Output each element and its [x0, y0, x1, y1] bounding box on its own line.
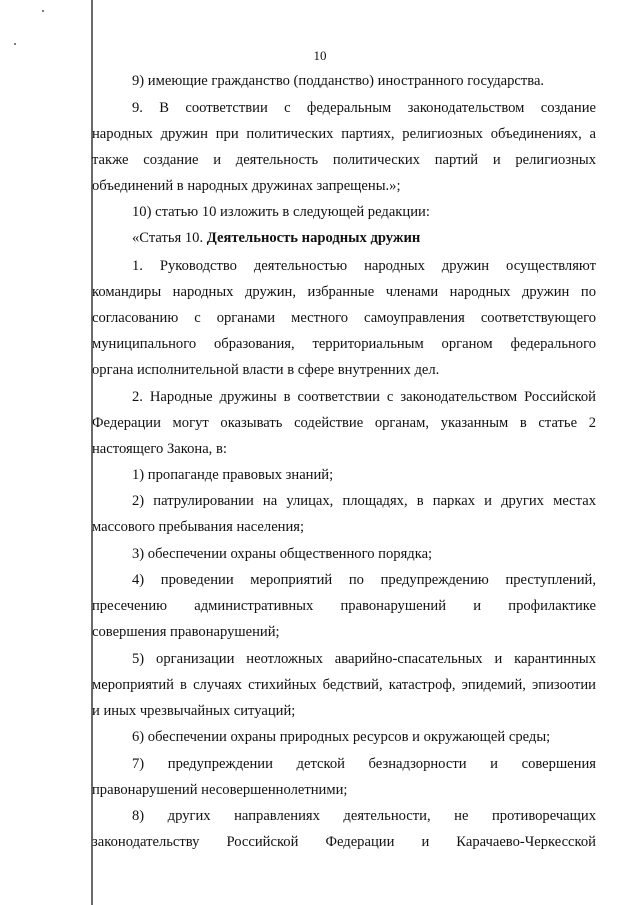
paragraph-line: 9. В соответствии с федеральным законодательством создание: [132, 100, 596, 116]
list-item: 5) организации неотложных аварийно-спасательных и карантинных: [132, 651, 596, 667]
paragraph-line: Федерации могут оказывать содействие органам, указанным в статье 2: [92, 415, 596, 431]
article-heading-title: Деятельность народных дружин: [206, 230, 421, 246]
list-item: 2) патрулировании на улицах, площадях, в парках и других местах: [132, 493, 596, 509]
list-item: 4) проведении мероприятий по предупреждению преступлений,: [132, 572, 596, 588]
paragraph-line: согласованию с органами местного самоуправления соответствующего: [92, 310, 596, 326]
paragraph-line: также создание и деятельность политических партий и религиозных: [92, 152, 596, 168]
page-number: 10: [313, 48, 327, 63]
paragraph-line: пресечению административных правонарушений и профилактике: [92, 598, 596, 614]
list-item: 8) других направлениях деятельности, не противоречащих: [132, 808, 596, 824]
paragraph-line: мероприятий в случаях стихийных бедствий, катастроф, эпидемий, эпизоотии: [92, 677, 596, 693]
paragraph-line: объединений в народных дружинах запрещены.»;: [92, 178, 401, 194]
paragraph-line: 10) статью 10 изложить в следующей редакции:: [132, 204, 430, 220]
list-item: 1) пропаганде правовых знаний;: [132, 467, 334, 483]
list-item: 3) обеспечении охраны общественного порядка;: [132, 546, 433, 562]
scan-speck: [14, 43, 16, 45]
paragraph-line: 9) имеющие гражданство (подданство) иностранного государства.: [132, 73, 545, 89]
paragraph-line: командиры народных дружин, избранные членами народных дружин по: [92, 284, 596, 300]
paragraph-line: законодательству Российской Федерации и Карачаево-Черкесской: [92, 834, 596, 850]
paragraph-line: совершения правонарушений;: [92, 624, 280, 640]
paragraph-line: народных дружин при политических партиях, религиозных объединениях, а: [92, 126, 596, 142]
list-item: 7) предупреждении детской безнадзорности и совершения: [132, 756, 596, 772]
paragraph-line: и иных чрезвычайных ситуаций;: [92, 703, 296, 719]
article-heading-prefix: «Статья 10.: [132, 230, 204, 246]
paragraph-line: правонарушений несовершеннолетними;: [92, 782, 348, 798]
article-heading: [132, 229, 596, 247]
paragraph-line: массового пребывания населения;: [92, 519, 305, 535]
scan-speck: [42, 10, 44, 12]
paragraph-line: муниципального образования, территориальным органом федерального: [92, 336, 596, 352]
paragraph-line: 2. Народные дружины в соответствии с законодательством Российской: [132, 389, 596, 405]
list-item: 6) обеспечении охраны природных ресурсов и окружающей среды;: [132, 729, 551, 745]
paragraph-line: настоящего Закона, в:: [92, 441, 227, 457]
paragraph-line: органа исполнительной власти в сфере внутренних дел.: [92, 362, 440, 378]
paragraph-line: 1. Руководство деятельностью народных дружин осуществляют: [132, 258, 596, 274]
